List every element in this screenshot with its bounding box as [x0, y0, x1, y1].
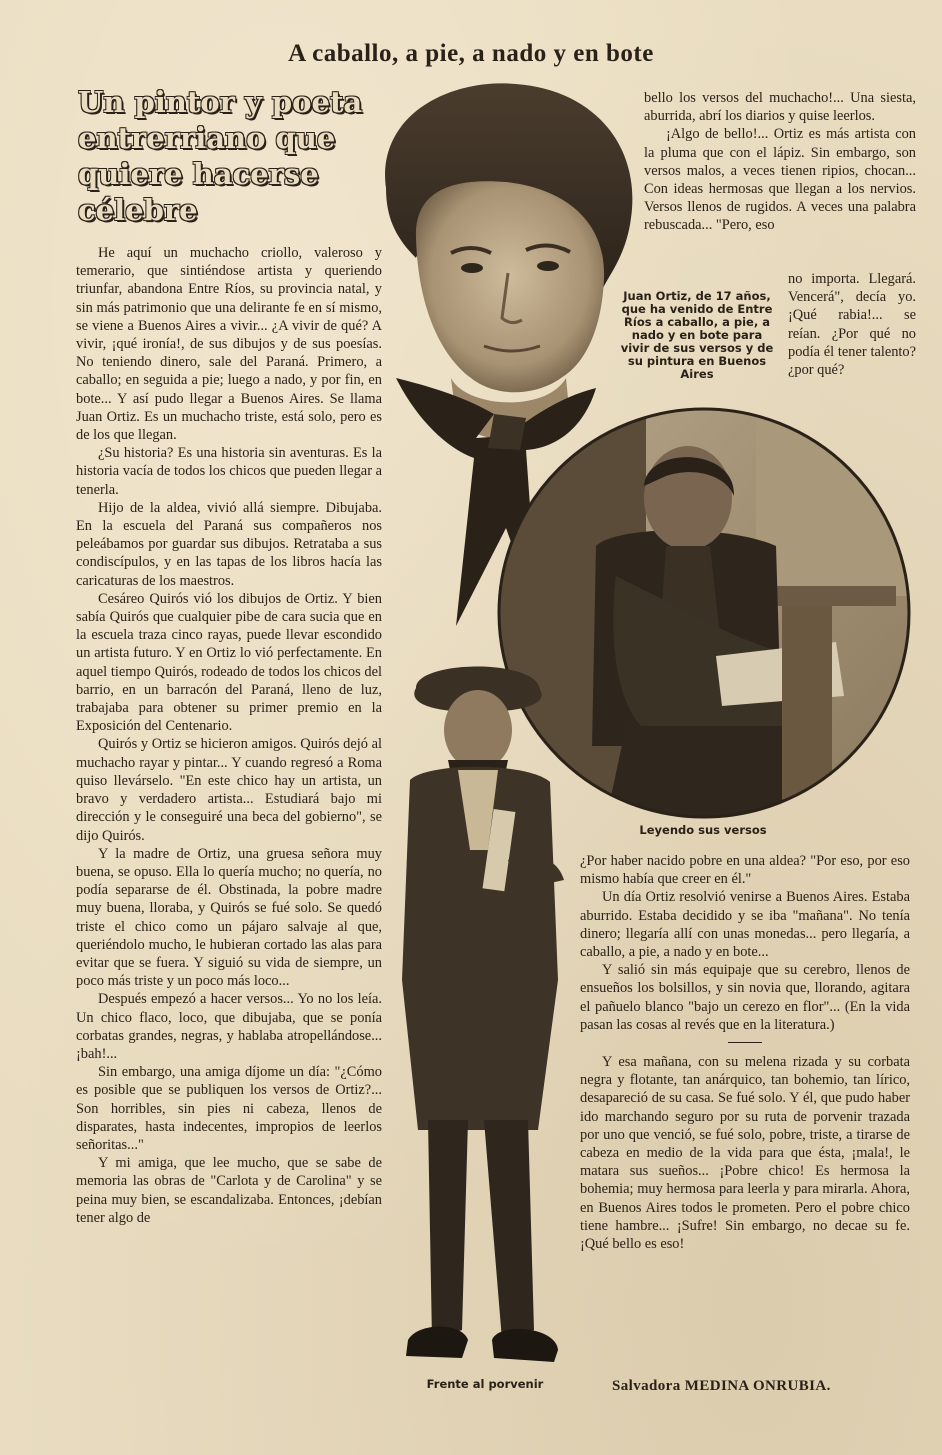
paragraph: Sin embargo, una amiga díjome un día: "¿Cómo es posible que se publiquen los versos de Ortiz?... Son horribles, sin pies ni cabeza, llenos de disparates, hasta indecentes, impropios de leerlos señoritas..." [76, 1064, 382, 1153]
paragraph: Un día Ortiz resolvió venirse a Buenos Aires. Estaba aburrido. Estaba decidido y se iba "mañana". No tenía dinero; llegaría allí con unas monedas... pero llegaría, a caballo, a pie, a nado y en bote... [580, 889, 910, 961]
reading-caption: Leyendo sus versos [639, 823, 767, 837]
paragraph: ¿Su historia? Es una historia sin aventuras. Es la historia vacía de todos los chicos que pueden llegar a tenerla. [76, 445, 382, 498]
paragraph: Y salió sin más equipaje que su cerebro, llenos de ensueños los bolsillos, y sin novia que, llorando, agitara el pañuelo blanco "bajo un cerezo en flor"... (En la vida pasan las cosas al revés que en la literatura.) [580, 962, 910, 1033]
paragraph: Quirós y Ortiz se hicieron amigos. Quirós dejó al muchacho rayar y pintar... Y cuando regresó a Roma quiso llevárselo. "En este chico hay un artista, un bravo y verdadero artista... Estudiará bajo mi dirección y le conseguiré una beca del gobierno", se dijo Quirós. [76, 736, 382, 844]
standing-caption: Frente al porvenir [426, 1377, 544, 1391]
headline: A caballo, a pie, a nado y en bote [288, 40, 654, 67]
paragraph: Hijo de la aldea, vivió allá siempre. Dibujaba. En la escuela del Paraná sus compañeros nos peleábamos por guardar sus dibujos. Retrataba a sus condiscípulos, y en las tapas de los libros hacía las caricaturas de los maestros. [76, 499, 382, 589]
paragraph: Después empezó a hacer versos... Yo no los leía. Un chico flaco, loco, que dibujaba, que se ponía corbatas grandes, negras, y hablaba atropellándose... ¡bah!... [76, 991, 382, 1062]
paragraph: Cesáreo Quirós vió los dibujos de Ortiz. Y bien sabía Quirós que cualquier pibe de cara sucia que en la escuela traza cinco rayas, puede llevar escondido un artista futuro. Y en Ortiz lo vió perfectamente. En aquel tiempo Quirós, rodeado de todos los chicos del barrio, en un barracón del Paraná, lleno de luz, trabajaba para obtener su primer premio en la Exposición del Centenario. [76, 590, 382, 735]
author-signature: Salvadora MEDINA ONRUBIA. [612, 1378, 831, 1394]
paragraph: He aquí un muchacho criollo, valeroso y temerario, que sintiéndose artista y queriendo triunfar, abandona Entre Ríos, su provincia natal, y sin más patrimonio que una delirante fe en sí mismo, se viene a Buenos Aires a vivir... ¿A vivir de qué? A vivir, ¡qué ironía!, de sus dibujos y de sus poesías. No teniendo dinero, sale del Paraná. Primero, a caballo; en seguida a pie; luego a nado, y por fin, en bote... Y así pudo llegar a Buenos Aires. Se llama Juan Ortiz. Es un muchacho triste, está solo, pero es de los que llegan. [76, 245, 382, 444]
right-top-text-column [644, 89, 916, 235]
standing-photo [388, 650, 572, 1374]
paragraph: Y esa mañana, con su melena rizada y su corbata negra y flotante, tan anárquico, tan bohemio, tan lírico, desapareció de su casa. Se fué solo. Y él, que pudo haber ido marchando seguro por su ruta de porvenir trazada por uno que venció, se fué solo, pobre, triste, a tirarse de cabeza en medio de la vida para que ésta, ¡mala!, le matara sus sueños... ¡Pobre chico! Es hermosa la bohemia; muy hermosa para leerla y para mirarla. Ahora, en Buenos Aires todos le prometen. Pero el pobre chico tiene hambre... ¡Sufre! Sin embargo, no decae su fe. ¡Qué bello es eso! [580, 1054, 910, 1253]
paragraph: Y la madre de Ortiz, una gruesa señora muy buena, se opuso. Ella lo quería mucho; no quería, no podía separarse de él. Obstinada, la pobre madre muy buena, lloraba, y Quirós se fué solo. Se quedó triste el chico como un pájaro salvaje al que, queriéndolo mucho, le hubieran cortado las alas para evitar que se fuera. Y siguió su vida de siempre, un poco más triste y un poco más loco... [76, 845, 382, 990]
paragraph: ¿Por haber nacido pobre en una aldea? "Por eso, por eso mismo había que creer en él." [580, 853, 910, 888]
paragraph: Y mi amiga, que lee mucho, que se sabe de memoria las obras de "Carlota y de Carolina" y se peina muy bien, se escandalizaba. Entonces, ¡debían tener algo de [76, 1155, 382, 1226]
left-text-column [76, 244, 382, 1227]
section-divider [728, 1042, 762, 1043]
portrait-caption: Juan Ortiz, de 17 años, que ha venido de Entre Ríos a caballo, a pie, a nado y en bote para vivir de sus versos y de su pintura en Buenos Aires [620, 289, 774, 381]
bottom-right-text-column [580, 852, 910, 1253]
right-narrow-text-column [788, 270, 916, 379]
paragraph: no importa. Llegará. Vencerá", decía yo. ¡Qué rabia!... se reían. ¿Por qué no podía él tener talento? ¿por qué? [788, 271, 916, 379]
paragraph: bello los versos del muchacho!... Una siesta, aburrida, abrí los diarios y quise leerlos. [644, 90, 916, 125]
article-title: Un pintor y poeta entrerriano que quiere hacerse célebre [78, 85, 363, 227]
paragraph: ¡Algo de bello!... Ortiz es más artista con la pluma que con el lápiz. Sin embargo, son versos malos, a veces tienen ripios, chocan... Con ideas hermosas que llegan a los nervios. Versos llenos de rugidos. A veces una palabra rebuscada... "Pero, eso [644, 126, 916, 234]
